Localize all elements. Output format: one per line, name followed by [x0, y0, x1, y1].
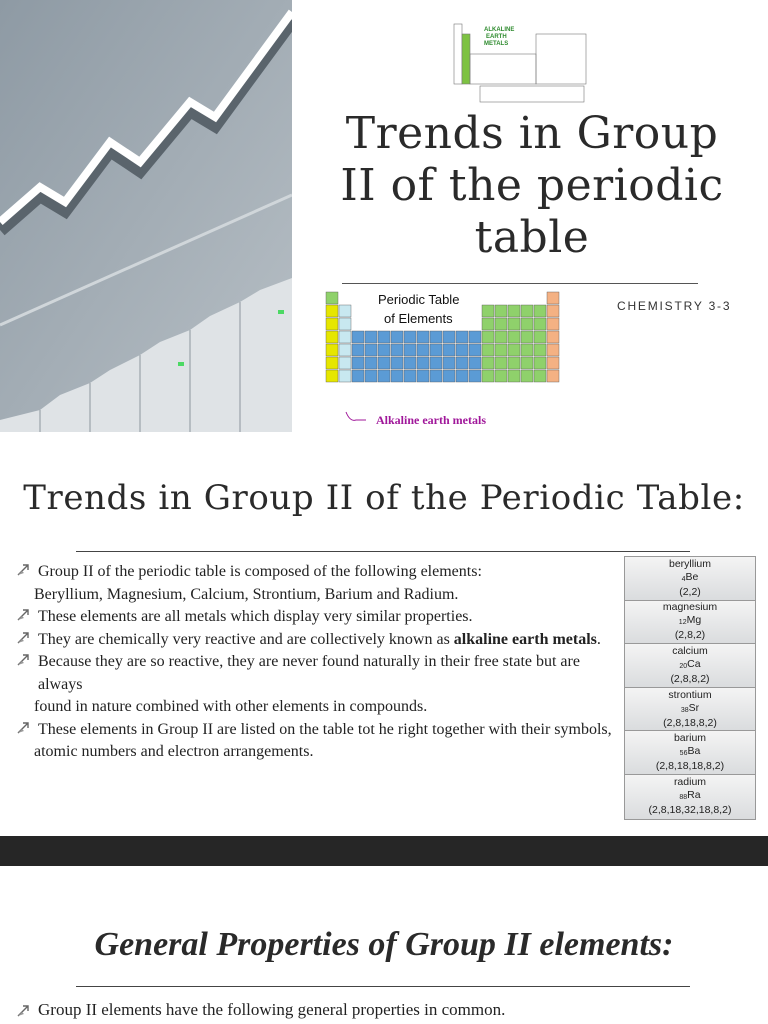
- mini-caption-3: METALS: [484, 41, 509, 47]
- trends-title: Trends in Group II of the Periodic Table:: [23, 478, 745, 518]
- pt-cell: [495, 370, 507, 382]
- pt-cell: [456, 357, 468, 369]
- bullet-item: [16, 719, 616, 742]
- pt-title-line2: of Elements: [384, 311, 453, 326]
- pt-annotation: Alkaline earth metals: [376, 413, 486, 427]
- pt-cell: [378, 370, 390, 382]
- pt-cell: [508, 331, 520, 343]
- slide-title: Trends in Group II of the periodic table: [340, 108, 724, 263]
- bullet-text: Because they are so reactive, they are never found naturally in their free state but are always: [38, 653, 580, 693]
- pt-cell: [508, 344, 520, 356]
- element-config: (2,8,18,32,18,8,2): [648, 804, 732, 817]
- pt-cell: [352, 331, 364, 343]
- element-name: strontium: [668, 688, 712, 701]
- bullet-tail: .: [596, 630, 601, 648]
- element-symbol: Ra: [687, 789, 701, 802]
- pt-cell: [534, 318, 546, 330]
- bullet-arrow-icon: [16, 561, 34, 579]
- pt-cell: [443, 344, 455, 356]
- mini-caption-2: EARTH: [486, 34, 507, 40]
- bullet-continuation: found in nature combined with other elements in compounds.: [34, 698, 428, 715]
- element-symbol: Sr: [688, 701, 700, 714]
- pt-cell: [547, 344, 559, 356]
- pt-cell: [469, 331, 481, 343]
- pt-cell: [534, 331, 546, 343]
- pt-cell: [508, 357, 520, 369]
- pt-cell: [443, 370, 455, 382]
- pt-cell: [326, 344, 338, 356]
- pt-cell: [378, 331, 390, 343]
- element-cell: [625, 557, 755, 601]
- bullet-text: These elements are all metals which display very similar properties.: [38, 608, 473, 625]
- pt-cell: [378, 344, 390, 356]
- element-config: (2,8,18,18,8,2): [655, 760, 725, 773]
- group2-element-table: [624, 556, 756, 820]
- element-config: (2,8,8,2): [670, 672, 710, 685]
- pt-cell: [547, 357, 559, 369]
- pt-cell: [365, 370, 377, 382]
- pt-cell: [482, 318, 494, 330]
- pt-cell: [482, 370, 494, 382]
- pt-cell: [339, 344, 351, 356]
- pt-cell: [339, 370, 351, 382]
- pt-cell: [521, 305, 533, 317]
- pt-cell: [417, 357, 429, 369]
- element-cell: [625, 644, 755, 688]
- pt-cell: [326, 318, 338, 330]
- pt-cell: [404, 344, 416, 356]
- bullet-continuation: atomic numbers and electron arrangements.: [34, 743, 314, 760]
- bullet-arrow-icon: [16, 651, 34, 669]
- title-slide: [0, 0, 768, 440]
- slide-divider-bar: [0, 836, 768, 866]
- pt-cell: [339, 318, 351, 330]
- pt-cell: [547, 370, 559, 382]
- bullet-text: They are chemically very reactive and are collectively known as: [38, 630, 454, 648]
- stairs-graph-photo: [0, 0, 292, 432]
- pt-cell: [430, 331, 442, 343]
- pt-cell: [430, 370, 442, 382]
- element-number: 56: [679, 750, 688, 758]
- pt-cell: [391, 370, 403, 382]
- element-name: calcium: [672, 644, 708, 657]
- pt-cell: [391, 357, 403, 369]
- element-symbol: Be: [685, 570, 699, 583]
- pt-cell: [508, 370, 520, 382]
- element-cell: [625, 601, 755, 645]
- bullet-item: [16, 651, 616, 696]
- pt-cell: [534, 357, 546, 369]
- pt-cell: [417, 344, 429, 356]
- pt-cell: [404, 331, 416, 343]
- pt-cell: [339, 331, 351, 343]
- element-number: 38: [680, 706, 689, 714]
- element-name: barium: [673, 732, 707, 745]
- pt-cell: [417, 370, 429, 382]
- pt-cell: [508, 305, 520, 317]
- bullet-item: [16, 561, 616, 584]
- element-number: 20: [679, 662, 688, 670]
- pt-cell: [521, 357, 533, 369]
- pt-cell: [495, 318, 507, 330]
- pt-cell: [365, 331, 377, 343]
- pt-cell: [417, 331, 429, 343]
- properties-divider: [76, 986, 690, 987]
- element-number: 4: [681, 575, 686, 583]
- trends-divider: [76, 551, 690, 552]
- trends-slide: [0, 448, 768, 836]
- pt-cell: [456, 370, 468, 382]
- pt-cell: [534, 305, 546, 317]
- pt-cell: [521, 331, 533, 343]
- pt-cell: [456, 331, 468, 343]
- pt-cell: [352, 344, 364, 356]
- pt-cell: [430, 344, 442, 356]
- bullet-arrow-icon: [16, 606, 34, 624]
- properties-title: General Properties of Group II elements:: [94, 926, 674, 963]
- pt-cell: [365, 357, 377, 369]
- element-name: magnesium: [662, 601, 718, 614]
- element-symbol: Ba: [687, 745, 701, 758]
- pt-cell: [534, 370, 546, 382]
- pt-cell: [534, 344, 546, 356]
- pt-cell: [508, 318, 520, 330]
- pt-cell: [521, 344, 533, 356]
- pt-cell: [326, 357, 338, 369]
- pt-cell: [495, 344, 507, 356]
- pt-cell: [482, 344, 494, 356]
- element-symbol: Ca: [687, 657, 701, 670]
- pt-cell: [404, 370, 416, 382]
- element-number: 12: [678, 619, 687, 627]
- pt-title-line1: Periodic Table: [378, 292, 460, 307]
- element-config: (2,8,18,8,2): [663, 716, 717, 729]
- pt-cell: [547, 318, 559, 330]
- slide-subtitle: CHEMISTRY 3-3: [617, 299, 732, 313]
- bullet-bold-term: alkaline earth metals: [453, 630, 597, 648]
- element-cell: [625, 688, 755, 732]
- bullet-arrow-icon: [16, 629, 34, 647]
- bullet-list: [16, 561, 616, 764]
- pt-cell: [326, 305, 338, 317]
- element-config: (2,8,2): [674, 629, 706, 642]
- element-name: radium: [673, 776, 707, 789]
- pt-cell: [495, 305, 507, 317]
- pt-cell: [326, 370, 338, 382]
- mini-caption-1: ALKALINE: [484, 27, 515, 33]
- pt-cell: [547, 331, 559, 343]
- pt-cell: [443, 331, 455, 343]
- bullet-item: [16, 606, 616, 629]
- pt-cell: [378, 357, 390, 369]
- pt-cell: [365, 344, 377, 356]
- bullet-arrow-icon: [16, 1002, 34, 1020]
- pt-cell: [326, 331, 338, 343]
- pt-cell: [456, 344, 468, 356]
- pt-cell: [469, 344, 481, 356]
- pt-cell: [482, 331, 494, 343]
- pt-cell: [482, 357, 494, 369]
- mini-periodic-table-icon: [452, 22, 588, 104]
- pt-cell: [521, 318, 533, 330]
- bullet-text: Group II of the periodic table is composed of the following elements:: [38, 563, 482, 580]
- title-divider: [342, 283, 698, 284]
- bullet-continuation: Beryllium, Magnesium, Calcium, Strontium, Barium and Radium.: [34, 585, 459, 603]
- pt-cell: [469, 357, 481, 369]
- pt-cell: [430, 357, 442, 369]
- pt-cell: [482, 305, 494, 317]
- pt-cell: [352, 370, 364, 382]
- pt-cell: [443, 357, 455, 369]
- bullet-text: Group II elements have the following general properties in common.: [38, 1000, 506, 1019]
- pt-cell: [521, 370, 533, 382]
- pt-cell: [404, 357, 416, 369]
- element-cell: [625, 731, 755, 775]
- pt-cell: [391, 344, 403, 356]
- bullet-text: These elements in Group II are listed on the table tot he right together with their symbols,: [38, 720, 612, 738]
- pt-cell: [339, 305, 351, 317]
- element-number: 88: [679, 794, 688, 802]
- properties-slide: [0, 866, 768, 1024]
- pt-cell: [352, 357, 364, 369]
- bullet-arrow-icon: [16, 719, 34, 737]
- pt-cell: [547, 292, 559, 304]
- element-name: beryllium: [668, 557, 711, 570]
- bullet-item: [16, 1000, 716, 1020]
- pt-cell: [495, 331, 507, 343]
- periodic-table-image: [318, 286, 600, 432]
- pt-cell: [495, 357, 507, 369]
- element-config: (2,2): [679, 585, 701, 598]
- pt-cell: [326, 292, 338, 304]
- pt-cell: [391, 331, 403, 343]
- element-cell: [625, 775, 755, 819]
- pt-cell: [469, 370, 481, 382]
- pt-cell: [547, 305, 559, 317]
- bullet-item: [16, 629, 616, 652]
- pt-cell: [339, 357, 351, 369]
- element-symbol: Mg: [686, 614, 702, 627]
